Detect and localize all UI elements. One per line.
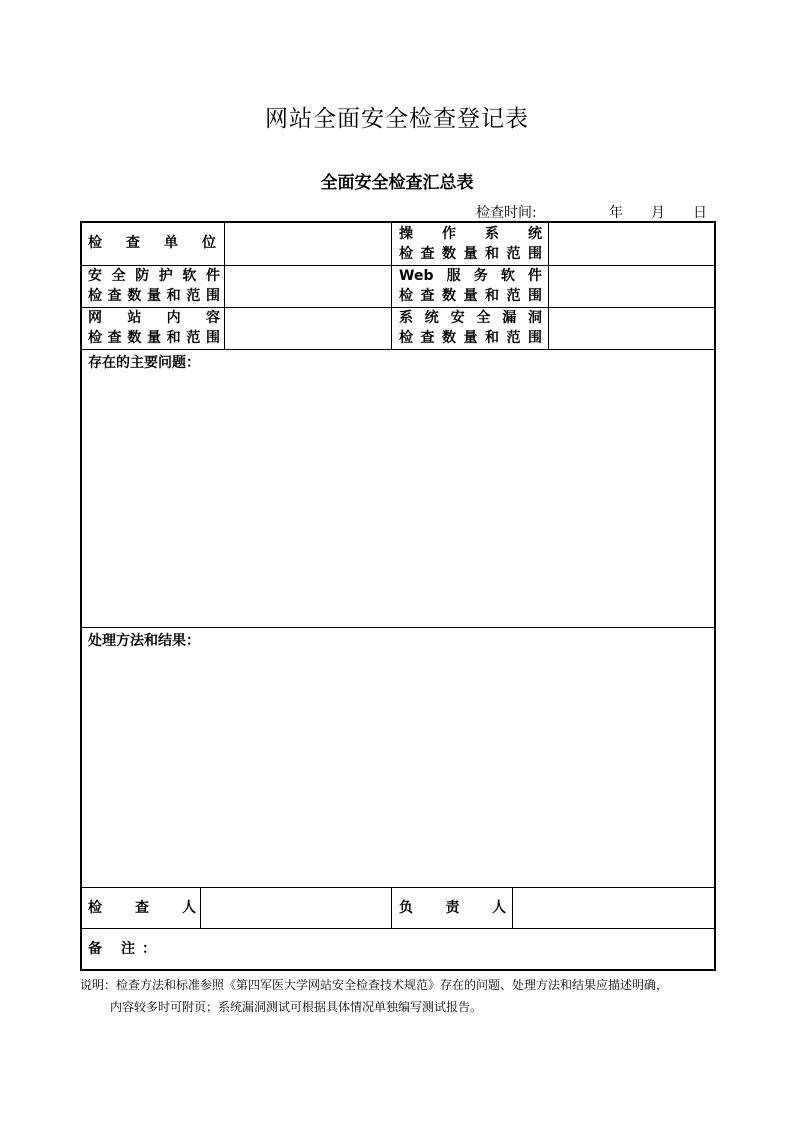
column-divider: [391, 887, 392, 928]
security-software-label: 安全防护软件 检查数量和范围: [88, 268, 220, 304]
os-label: 操 作 系 统 检查数量和范围: [399, 226, 542, 262]
handling-area[interactable]: [82, 651, 714, 887]
vulnerability-label: 系统安全漏洞 检查数量和范围: [399, 310, 542, 346]
security-software-value[interactable]: [225, 266, 391, 307]
row-divider: [82, 627, 714, 628]
inspector-value[interactable]: [201, 888, 391, 928]
vulnerability-value[interactable]: [549, 308, 714, 349]
responsible-value[interactable]: [513, 888, 714, 928]
column-divider: [391, 223, 392, 349]
remark-value[interactable]: [162, 929, 714, 969]
document-subtitle: 全面安全检查汇总表: [320, 173, 474, 193]
remark-label: 备 注：: [88, 941, 156, 957]
day-label: 日: [693, 205, 707, 221]
footnote-line-2: 内容较多时可附页；系统漏洞测试可根据具体情况单独编写测试报告。: [110, 1000, 483, 1014]
footnote-line-1: 说明：检查方法和标准参照《第四军医大学网站安全检查技术规范》存在的问题、处理方法和结果应描述明确，: [80, 978, 669, 992]
os-value[interactable]: [549, 223, 714, 265]
inspector-label: 检 查 人: [88, 900, 196, 916]
web-service-value[interactable]: [549, 266, 714, 307]
inspection-summary-table: [80, 221, 716, 971]
year-label: 年: [609, 205, 623, 221]
document-title: 网站全面安全检查登记表: [265, 106, 529, 132]
responsible-label: 负 责 人: [399, 900, 506, 916]
unit-value[interactable]: [225, 223, 391, 265]
site-content-value[interactable]: [225, 308, 391, 349]
main-problems-area[interactable]: [82, 373, 714, 627]
web-service-label: Web服务软件 检查数量和范围: [399, 268, 542, 304]
month-label: 月: [651, 205, 665, 221]
main-problems-label: 存在的主要问题：: [88, 355, 200, 371]
inspection-date-label: 检查时间:: [476, 205, 537, 221]
unit-label: 检 查 单 位: [88, 235, 216, 251]
handling-label: 处理方法和结果：: [88, 633, 200, 649]
site-content-label: 网 站 内 容 检查数量和范围: [88, 310, 220, 346]
row-divider: [82, 349, 714, 350]
